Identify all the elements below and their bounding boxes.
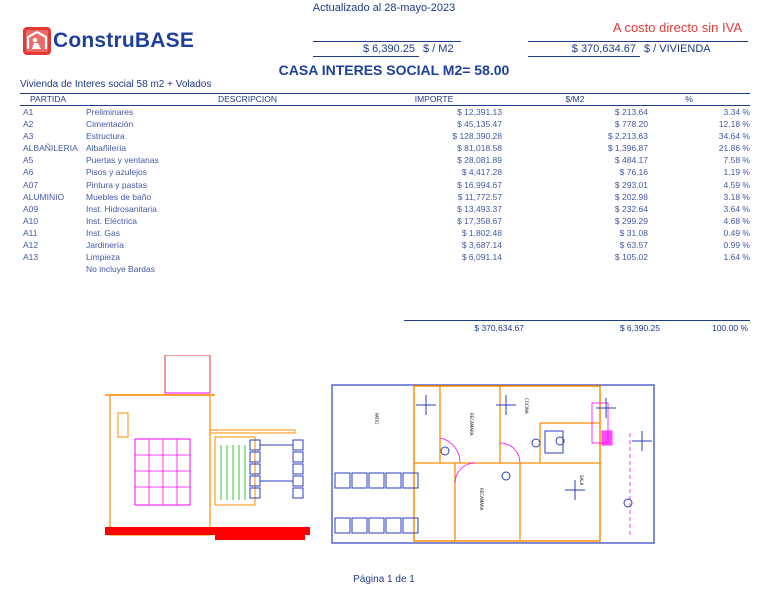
descripcion-cell: Inst. Hidrosanitaria [86, 203, 157, 214]
header-partida: PARTIDA [30, 94, 67, 104]
m2-cell: $ 484.17 [614, 155, 648, 166]
pct-cell: 3.34 % [723, 107, 750, 117]
descripcion-cell: Cimentación [86, 119, 134, 130]
m2-cell: $ 299.29 [614, 215, 648, 226]
m2-cell: $ 31.08 [619, 227, 648, 238]
descripcion-cell: No incluye Bardas [86, 264, 155, 275]
m2-cell: $ 76.16 [619, 167, 648, 178]
front-elevation-drawing [105, 355, 320, 545]
cost-table [20, 93, 750, 275]
header-m2: $/M2 [565, 94, 585, 104]
price-vivienda-value: $ 370,634.67 [528, 42, 640, 57]
partida-cell: A10 [23, 215, 39, 226]
pct-cell: 4.59 % [723, 179, 750, 190]
descripcion-cell: Jardinería [86, 240, 124, 251]
descripcion-cell: Limpieza [86, 252, 121, 263]
pct-cell: 1.19 % [723, 167, 750, 178]
importe-cell [286, 263, 512, 275]
partida-cell: A1 [23, 107, 34, 117]
pct-cell: 1.64 % [723, 252, 750, 263]
updated-date: Actualizado al 28-mayo-2023 [312, 2, 456, 14]
m2-cell: $ 293.01 [614, 179, 648, 190]
construbase-logo [23, 26, 194, 56]
total-pct: 100.00 % [712, 323, 748, 333]
importe-cell: $ 28,081.89 [457, 155, 502, 166]
price-vivienda-unit: $ / VIVIENDA [644, 43, 711, 55]
descripcion-cell: Inst. Gas [86, 227, 121, 238]
m2-cell: $ 63.57 [619, 240, 648, 251]
importe-cell: $ 3,687.14 [461, 240, 502, 251]
price-m2-box [313, 42, 463, 57]
pct-cell [658, 263, 750, 275]
importe-cell: $ 12,391.13 [457, 107, 502, 117]
importe-cell: $ 17,358.67 [457, 215, 502, 226]
table-row [20, 154, 750, 166]
descripcion-cell: Pisos y azulejos [86, 167, 147, 178]
partida-cell: A07 [23, 179, 39, 190]
table-row [20, 106, 750, 118]
importe-cell: $ 13,493.37 [457, 203, 502, 214]
svg-text:RECAMARA: RECAMARA [469, 413, 474, 436]
floor-plan-drawing [330, 383, 660, 548]
partida-cell: ALBAÑILERIA [23, 143, 78, 154]
svg-text:COCINA: COCINA [524, 398, 529, 414]
pct-cell: 3.64 % [723, 203, 750, 214]
logo-word-constru: Constru [53, 29, 135, 52]
importe-cell: $ 128,390.28 [452, 131, 502, 142]
m2-cell: $ 778.20 [614, 119, 648, 130]
svg-text:PATIO: PATIO [374, 413, 379, 425]
partida-cell: A13 [23, 252, 39, 263]
partida-cell [20, 263, 86, 275]
page-number: Página 1 de 1 [353, 574, 415, 585]
total-importe: $ 370,634.67 [474, 323, 524, 333]
importe-cell: $ 81,018.58 [457, 143, 502, 154]
descripcion-cell: Estructura [86, 131, 125, 142]
table-row [20, 203, 750, 215]
partida-cell: A09 [23, 203, 39, 214]
table-row [20, 179, 750, 191]
costo-directo-note: A costo directo sin IVA [612, 20, 742, 35]
pct-cell: 0.99 % [723, 240, 750, 251]
importe-cell: $ 11,772.57 [457, 191, 502, 202]
table-row [20, 263, 750, 275]
partida-cell: A6 [23, 167, 34, 178]
m2-cell: $ 232.64 [614, 203, 648, 214]
header-importe: IMPORTE [414, 94, 454, 104]
logo-wordmark [53, 29, 194, 53]
header-pct: % [685, 94, 693, 104]
m2-cell: $ 213.64 [614, 107, 648, 117]
price-m2-unit: $ / M2 [423, 43, 454, 55]
pct-cell: 3.18 % [723, 191, 750, 202]
pct-cell: 4.68 % [723, 215, 750, 226]
descripcion-cell: Pintura y pastas [86, 179, 147, 190]
total-m2: $ 6,390.25 [619, 323, 660, 333]
price-m2-value: $ 6,390.25 [313, 42, 419, 57]
page-title: CASA INTERES SOCIAL M2= 58.00 [278, 62, 510, 78]
partida-cell: A3 [23, 131, 34, 142]
importe-cell: $ 45,135.47 [457, 119, 502, 130]
descripcion-cell: Albañilería [86, 143, 127, 154]
m2-cell: $ 202.98 [614, 191, 648, 202]
importe-cell: $ 16,994.67 [457, 179, 502, 190]
table-row [20, 142, 750, 154]
table-row [20, 215, 750, 227]
header-descripcion: DESCRIPCION [218, 94, 278, 104]
table-row [20, 227, 750, 239]
svg-text:RECAMARA: RECAMARA [479, 488, 484, 511]
m2-cell: $ 105.02 [614, 252, 648, 263]
table-header [20, 93, 750, 106]
table-row [20, 130, 750, 142]
m2-cell [512, 263, 658, 275]
m2-cell: $ 1,396.87 [607, 143, 648, 154]
pct-cell: 7.58 % [723, 155, 750, 166]
table-row [20, 239, 750, 251]
descripcion-cell: Muebles de baño [86, 191, 152, 202]
descripcion-cell: Inst. Eléctrica [86, 215, 138, 226]
pct-cell: 12.18 % [718, 119, 750, 130]
table-body [20, 106, 750, 275]
importe-cell: $ 6,091.14 [461, 252, 502, 263]
table-row [20, 251, 750, 263]
partida-cell: A5 [23, 155, 34, 166]
descripcion-cell: Puertas y ventanas [86, 155, 159, 166]
pct-cell: 34.64 % [718, 131, 750, 142]
importe-cell: $ 1,802.48 [461, 227, 502, 238]
pct-cell: 0.49 % [723, 227, 750, 238]
page-subtitle: Vivienda de Interes social 58 m2 + Volados [20, 79, 212, 90]
svg-text:SALA: SALA [579, 475, 584, 486]
table-row [20, 166, 750, 178]
partida-cell: A12 [23, 240, 39, 251]
pct-cell: 21.86 % [718, 143, 750, 154]
descripcion-cell: Preliminares [86, 107, 134, 117]
logo-mark-icon [23, 27, 51, 55]
partida-cell: A2 [23, 119, 34, 130]
logo-word-base: BASE [134, 29, 195, 52]
table-row [20, 118, 750, 130]
table-row [20, 191, 750, 203]
partida-cell: ALUMINIO [23, 191, 65, 202]
m2-cell: $ 2,213.63 [607, 131, 648, 142]
price-vivienda-box [528, 42, 750, 57]
importe-cell: $ 4,417.28 [461, 167, 502, 178]
partida-cell: A11 [23, 227, 38, 238]
table-totals [404, 320, 750, 333]
